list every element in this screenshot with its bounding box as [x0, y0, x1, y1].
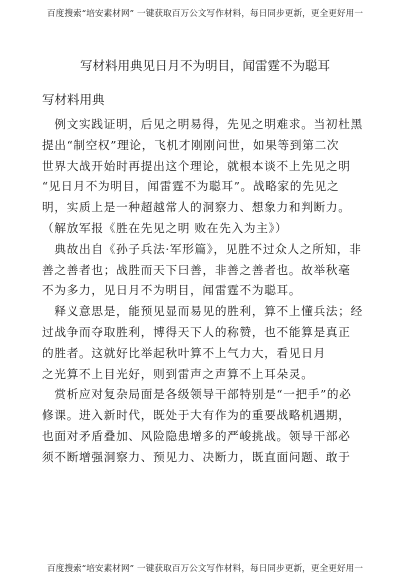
body-line: 释义意思是，能预见显而易见的胜利，算不上懂兵法；经 — [42, 304, 363, 319]
body-line: 也面对矛盾叠加、风险隐患增多的严峻挑战。领导干部必 — [42, 428, 351, 443]
body-line: 赏析应对复杂局面是各级领导干部特别是“一把手”的必 — [42, 387, 352, 402]
body-line: （解放军报《胜在先见之明 败在先入为主》） — [42, 220, 288, 235]
body-line: 修课。进入新时代，既处于大有作为的重要战略机遇期， — [42, 408, 351, 423]
body-line: 提出“制空权”理论，飞机才刚刚问世，如果等到第二次 — [42, 137, 340, 152]
body-line: 不为多力，见日月不为明目，闻雷霆不为聪耳。 — [42, 283, 302, 298]
body-line: 典故出自《孙子兵法·军形篇》，见胜不过众人之所知，非 — [42, 241, 362, 256]
header-banner: 百度搜索“培安素材网” 一键获取百万公文写作材料，每日同步更新，更全更好用一 — [46, 9, 364, 19]
body-line: 须不断增强洞察力、预见力、决断力，既直面问题、敢于 — [42, 449, 351, 464]
section-heading: 写材料用典 — [42, 92, 105, 107]
body-line: 之光算不上目光好，则到雷声之声算不上耳朵灵。 — [42, 366, 314, 381]
body-line: 例文实践证明，后见之明易得，先见之明难求。当初杜黑 — [42, 117, 363, 131]
body-line: 过战争而夺取胜利，博得天下人的称赞，也不能算是真正 — [42, 324, 351, 339]
body-line: 世界大战开始时再提出这个理论，就根本谈不上先见之明 — [42, 158, 351, 173]
footer-banner: 百度搜索“培安素材网” 一键获取百万公文写作材料，每日同步更新，更全更好用一 — [46, 564, 364, 574]
body-line: 的胜者。这就好比举起秋叶算不上气力大，看见日月 — [42, 345, 326, 360]
document-title: 写材料用典见日月不为明目，闻雷霆不为聪耳 — [79, 58, 330, 73]
body-text — [42, 114, 372, 468]
body-line: 善之善者也；战胜而天下曰善，非善之善者也。故举秋毫 — [42, 262, 351, 277]
body-line: “见日月不为明目，闻雷霆不为聪耳”。战略家的先见之 — [42, 179, 340, 194]
body-line: 明，实质上是一种超越常人的洞察力、想象力和判断力。 — [42, 200, 351, 215]
